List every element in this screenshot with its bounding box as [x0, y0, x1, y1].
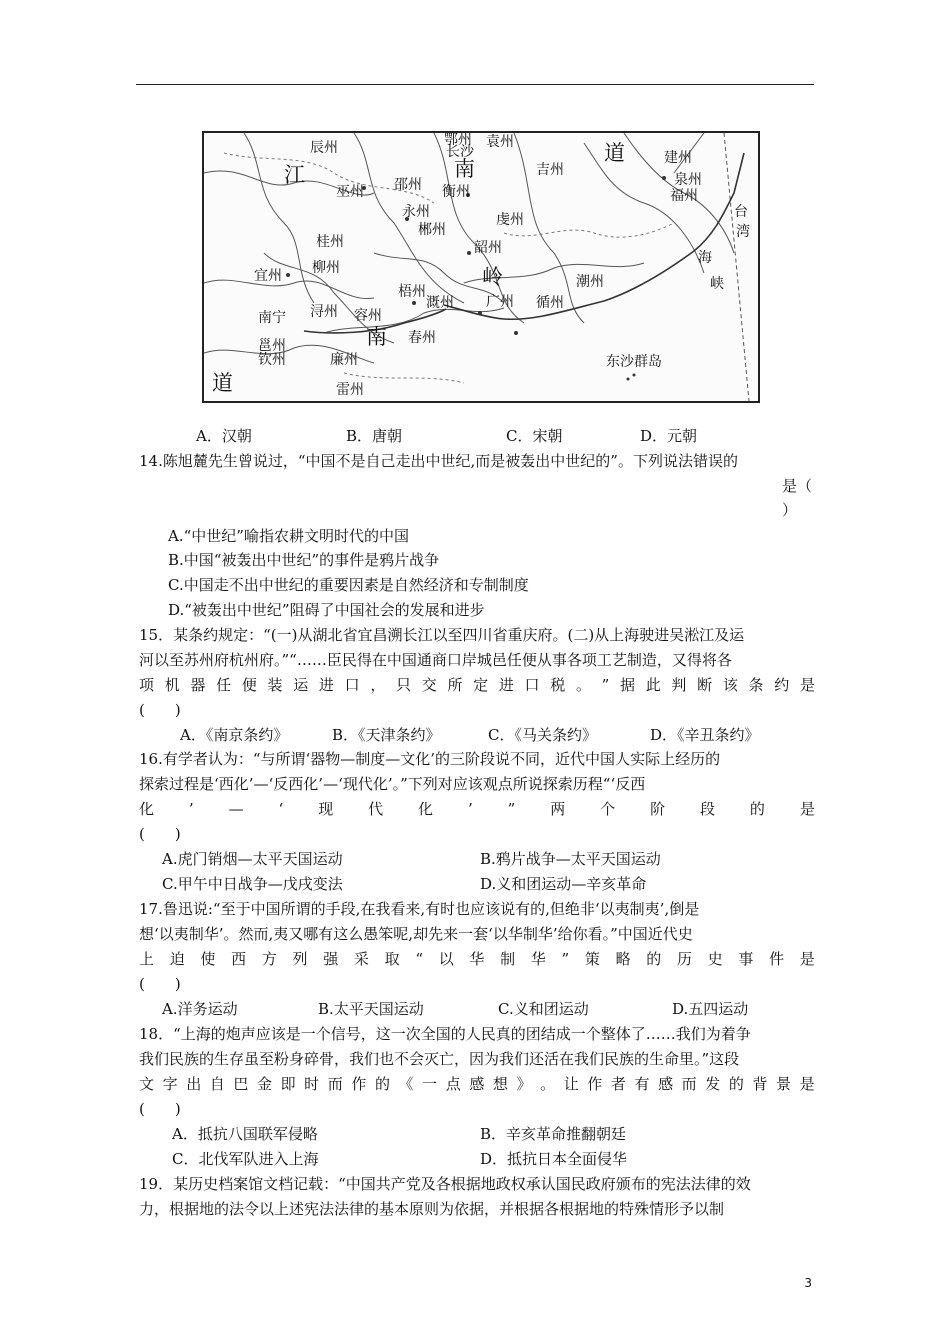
q16-option-c: C.甲午中日战争—戊戌变法 [162, 875, 343, 893]
q16-stem-line4: ( ) [139, 825, 181, 843]
label-xia: 峡 [710, 276, 724, 292]
label-yongzhou: 永州 [402, 204, 430, 220]
label-dongsha: 东沙群岛 [606, 354, 662, 370]
q19-stem-line2: 力，根据地的法令以上述宪法法律的基本原则为依据，并根据各根据地的特殊情形予以制 [139, 1200, 725, 1218]
q18-stem-line1: 18．“上海的炮声应该是一个信号，这一次全国的人民真的团结成一个整体了……我们为着争 [139, 1025, 751, 1043]
q18-stem-line3: 文 字 出 自 巴 金 即 时 而 作 的 《 一 点 感 想 》 。 让 作 者 有 感 而 发 的 背 景 是 [139, 1075, 815, 1093]
label-ezhou: 鄂州 [444, 132, 472, 148]
label-nan-bottom: 南 [366, 325, 387, 349]
q14-stem-line3: ） [782, 501, 798, 519]
label-ling: 岭 [482, 265, 503, 289]
q14-stem-line2: 是（ [782, 477, 813, 495]
label-changsha: 长沙 [446, 144, 474, 160]
q15-option-d: D．《辛丑条约》 [650, 726, 760, 744]
q16-stem-line3: 化 ’ — ‘ 现 代 化 ’ ” 两 个 阶 段 的 是 [139, 800, 815, 818]
label-hengzhou: 衡州 [442, 184, 470, 200]
q17-option-c: C.义和团运动 [498, 1000, 589, 1018]
label-jiang: 江 [284, 163, 305, 187]
label-hai: 海 [698, 250, 712, 266]
label-jizhou: 吉州 [536, 162, 564, 178]
q13-option-b: B．唐朝 [346, 427, 403, 445]
label-nanning: 南宁 [258, 310, 286, 326]
q18-option-b: B．辛亥革命推翻朝廷 [480, 1125, 627, 1143]
q17-stem-line2: 想‘以夷制华’。然而,夷又哪有这么愚笨呢,却先来一套‘以华制华’给你看。”中国近代史 [139, 925, 693, 943]
label-nan-top: 南 [454, 157, 475, 181]
q16-stem-line1: 16.有学者认为：“与所谓‘器物—制度—文化’的三阶段说不同，近代中国人实际上经历的 [139, 750, 721, 768]
historical-map [202, 131, 760, 403]
label-xunzhou: 循州 [536, 295, 564, 311]
q13-option-d: D．元朝 [640, 427, 698, 445]
label-guangzhou: 广州 [486, 294, 514, 310]
label-lianzhou2: 廉州 [330, 352, 358, 368]
q13-option-a: A．汉朝 [196, 427, 252, 445]
label-xunzhou2: 浔州 [310, 304, 338, 320]
label-qianzhou: 虔州 [496, 212, 524, 228]
label-wuzhou: 梧州 [398, 284, 426, 300]
q15-stem-line1: 15．某条约规定：“(一)从湖北省宜昌溯长江以至四川省重庆府。(二)从上海驶进吴淞江及运 [139, 626, 745, 644]
q16-option-a: A.虎门销烟—太平天国运动 [162, 850, 343, 868]
q16-stem-line2: 探索过程是‘西化’—‘反西化’—‘现代化’。”下列对应该观点所说探索历程“‘反西 [139, 775, 646, 793]
label-quanzhou: 泉州 [674, 172, 702, 188]
label-leizhou: 雷州 [336, 382, 364, 398]
label-guizhou: 桂州 [316, 234, 344, 250]
q17-option-b: B.太平天国运动 [318, 1000, 424, 1018]
q18-stem-line2: 我们民族的生存虽至粉身碎骨，我们也不会灭亡，因为我们还活在我们民族的生命里。”这段 [139, 1050, 740, 1068]
label-qinzhou: 钦州 [258, 352, 286, 368]
label-chunzhou: 春州 [408, 330, 436, 346]
q18-option-a: A．抵抗八国联军侵略 [172, 1125, 318, 1143]
q15-stem-line3: 项 机 器 任 便 装 运 进 口 ， 只 交 所 定 进 口 税 。 ” 据 此 判 断 该 条 约 是 [139, 676, 815, 694]
label-fuzhou: 福州 [670, 188, 698, 204]
q18-stem-line4: ( ) [139, 1100, 181, 1118]
label-rongzhou: 容州 [354, 308, 382, 324]
label-dao-bottom: 道 [212, 371, 233, 395]
label-wan: 湾 [736, 224, 750, 240]
q16-option-d: D.义和团运动—辛亥革命 [480, 875, 647, 893]
label-chenzhou: 郴州 [418, 222, 446, 238]
q14-option-b: B.中国“被轰出中世纪”的事件是鸦片战争 [168, 551, 440, 569]
q18-option-d: D．抵抗日本全面侵华 [480, 1150, 628, 1168]
q15-option-c: C．《马关条约》 [488, 726, 597, 744]
q14-option-d: D.“被轰出中世纪”阻碍了中国社会的发展和进步 [168, 601, 485, 619]
label-yuanzhou: 袁州 [486, 134, 514, 150]
q15-option-a: A．《南京条约》 [180, 726, 289, 744]
q17-option-d: D.五四运动 [672, 1000, 749, 1018]
q17-stem-line1: 17.鲁迅说:“至于中国所谓的手段,在我看来,有时也应该说有的,但绝非‘以夷制夷’,倒是 [139, 900, 700, 918]
q15-stem-line4: ( ) [139, 701, 181, 719]
q17-stem-line3: 上 迫 使 西 方 列 强 采 取 “ 以 华 制 华 ” 策 略 的 历 史 事 件 是 [139, 950, 815, 968]
q14-option-c: C.中国走不出中世纪的重要因素是自然经济和专制制度 [168, 576, 529, 594]
label-chenzhou-top: 辰州 [310, 140, 338, 156]
label-shaozhou2: 韶州 [474, 240, 502, 256]
label-liuzhou: 柳州 [312, 260, 340, 276]
label-dao-top: 道 [604, 141, 625, 165]
q13-option-c: C．宋朝 [506, 427, 563, 445]
q17-option-a: A.洋务运动 [162, 1000, 238, 1018]
header-rule [136, 84, 814, 85]
q14-option-a: A.“中世纪”喻指农耕文明时代的中国 [168, 527, 409, 545]
q14-stem-line1: 14.陈旭麓先生曾说过，“中国不是自己走出中世纪,而是被轰出中世纪的”。下列说法错误的 [139, 452, 738, 470]
label-yongzhou2: 邕州 [258, 338, 286, 354]
label-yizhou: 宜州 [254, 268, 282, 284]
q16-option-b: B.鸦片战争—太平天国运动 [480, 850, 661, 868]
label-chaozhou: 潮州 [576, 274, 604, 290]
label-tai: 台 [734, 204, 748, 220]
q19-stem-line1: 19．某历史档案馆文档记载：“中国共产党及各根据地政权承认国民政府颁布的宪法法律的效 [139, 1175, 751, 1193]
label-jianzhou: 建州 [664, 150, 692, 166]
label-wuzhou-north: 巫州 [336, 184, 364, 200]
q18-option-c: C．北伐军队进入上海 [172, 1150, 319, 1168]
page-number: 3 [804, 1276, 812, 1290]
q17-stem-line4: ( ) [139, 975, 181, 993]
label-lianzhou: 溉州 [426, 295, 454, 311]
q15-stem-line2: 河以至苏州府杭州府。”“……臣民得在中国通商口岸城邑任便从事各项工艺制造，又得将各 [139, 651, 732, 669]
label-shaozhou: 邵州 [394, 177, 422, 193]
q15-option-b: B．《天津条约》 [332, 726, 441, 744]
